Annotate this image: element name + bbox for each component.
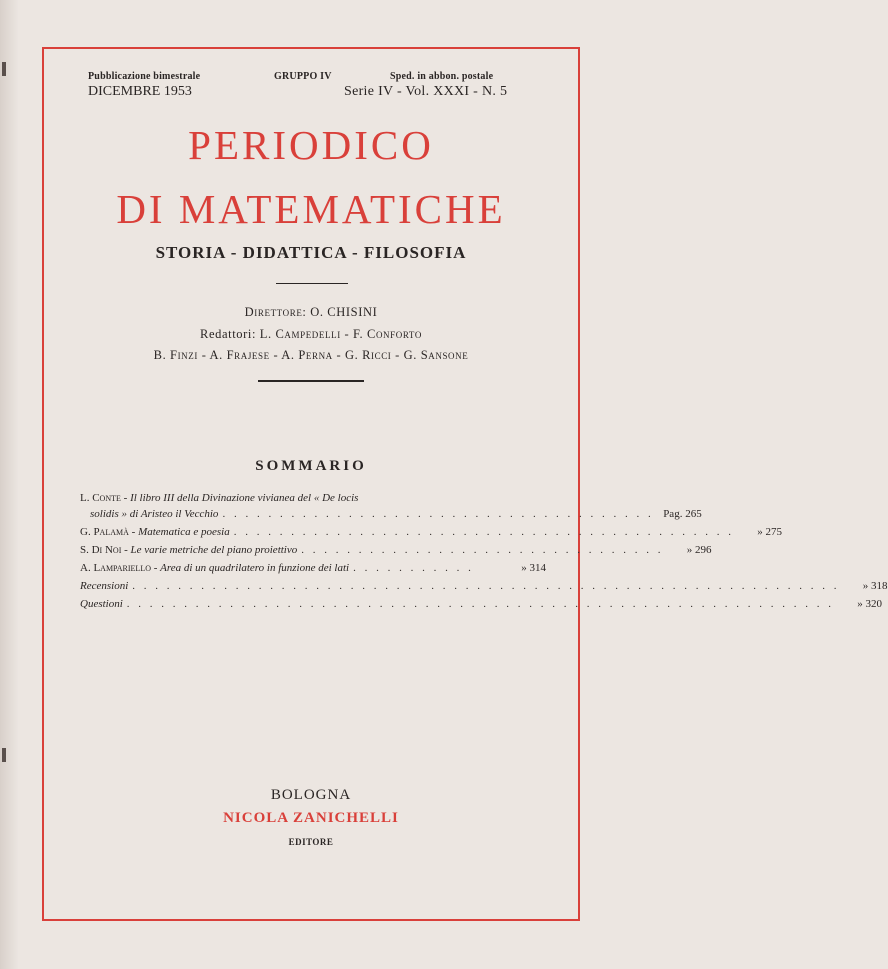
- divider: [258, 380, 364, 382]
- editors-label: Redattori:: [200, 327, 257, 341]
- toc-page-prefix: »: [757, 526, 763, 538]
- publisher-city: BOLOGNA: [270, 787, 352, 803]
- toc-leader: . . . . . . . . . . . . . . . . . . . . . . . . . . . . . . . . . . . . . . . . . . . .: [233, 526, 734, 538]
- toc-entry: [80, 580, 888, 596]
- publisher-name: NICOLA ZANICHELLI: [223, 810, 399, 826]
- spine-mark: [2, 748, 6, 762]
- toc-page-prefix: Pag.: [663, 508, 683, 520]
- toc-leader: . . . . . . . . . . .: [353, 562, 474, 574]
- issue-date: DICEMBRE 1953: [88, 84, 192, 99]
- toc-entry: [80, 526, 782, 542]
- director-label: Direttore:: [244, 305, 307, 319]
- editors-names-2: B. Finzi - A. Frajese - A. Perna - G. Ricci - G. Sansone: [153, 348, 469, 362]
- toc-page: 296: [695, 544, 712, 556]
- issue-series: Serie IV - Vol. XXXI - N. 5: [344, 84, 508, 99]
- toc-title: Le varie metriche del piano proiettivo: [130, 544, 298, 556]
- toc-leader: . . . . . . . . . . . . . . . . . . . . . . . . . . . . . . . . . . . . . . . . . . . . . . . . . . . . . . . . . . . . . .: [132, 580, 840, 592]
- toc-leader: . . . . . . . . . . . . . . . . . . . . . . . . . . . . . . . .: [301, 544, 664, 556]
- toc-dash: -: [153, 562, 158, 574]
- director-name: O. CHISINI: [310, 305, 378, 319]
- page-edge-shadow: [0, 0, 18, 969]
- spine-mark: [2, 62, 6, 76]
- toc-title: Questioni: [80, 598, 123, 610]
- toc-title: Area di un quadrilatero in funzione dei lati: [160, 562, 350, 574]
- toc-title: Matematica e poesia: [138, 526, 230, 538]
- toc-author: S. Di Noi: [80, 544, 122, 556]
- toc-author: L. Conte: [80, 492, 121, 504]
- toc-entry: [80, 598, 883, 614]
- toc-dash: -: [124, 544, 128, 556]
- publication-frequency: Pubblicazione bimestrale: [88, 71, 201, 82]
- journal-title-line2: DI MATEMATICHE: [116, 186, 506, 232]
- toc-title: Recensioni: [80, 580, 129, 592]
- director-line: [44, 305, 578, 320]
- contents-heading: SOMMARIO: [255, 458, 367, 474]
- editors-names-1: L. Campedelli - F. Conforto: [259, 327, 422, 341]
- toc-page: 314: [529, 562, 546, 574]
- journal-title-line1: PERIODICO: [188, 122, 434, 168]
- editors-line: [44, 327, 578, 342]
- toc-entry-continuation: [80, 508, 702, 524]
- postal-group: GRUPPO IV: [274, 71, 332, 82]
- toc-title-continued: solidis » di Aristeo il Vecchio: [90, 508, 219, 520]
- publisher-role: EDITORE: [288, 837, 334, 847]
- toc-leader: . . . . . . . . . . . . . . . . . . . . . . . . . . . . . . . . . . . . . .: [222, 508, 654, 520]
- toc-author: A. Lampariello: [80, 562, 151, 574]
- toc-entry: [80, 544, 712, 560]
- toc-title: Il libro III della Divinazione vivianea del « De locis: [130, 492, 359, 504]
- toc-page: 318: [871, 580, 888, 592]
- toc-page-prefix: »: [686, 544, 693, 556]
- toc-author: G. Palamà: [80, 526, 129, 538]
- journal-subtitle: STORIA - DIDATTICA - FILOSOFIA: [155, 243, 467, 262]
- toc-page: 265: [685, 508, 702, 520]
- toc-entry: [80, 562, 546, 578]
- toc-page-prefix: »: [857, 598, 863, 610]
- toc-dash: -: [123, 492, 128, 504]
- toc-leader: . . . . . . . . . . . . . . . . . . . . . . . . . . . . . . . . . . . . . . . . . . . . . . . . . . . . . . . . . . . . . .: [126, 598, 835, 610]
- toc-dash: -: [131, 526, 136, 538]
- toc-page: 275: [765, 526, 782, 538]
- toc-page: 320: [865, 598, 883, 610]
- cover-frame: [42, 47, 888, 921]
- toc-entry: [80, 492, 546, 508]
- divider: [276, 283, 348, 284]
- toc-page-prefix: »: [521, 562, 527, 574]
- toc-page-prefix: »: [862, 580, 869, 592]
- postal-note: Sped. in abbon. postale: [390, 71, 494, 82]
